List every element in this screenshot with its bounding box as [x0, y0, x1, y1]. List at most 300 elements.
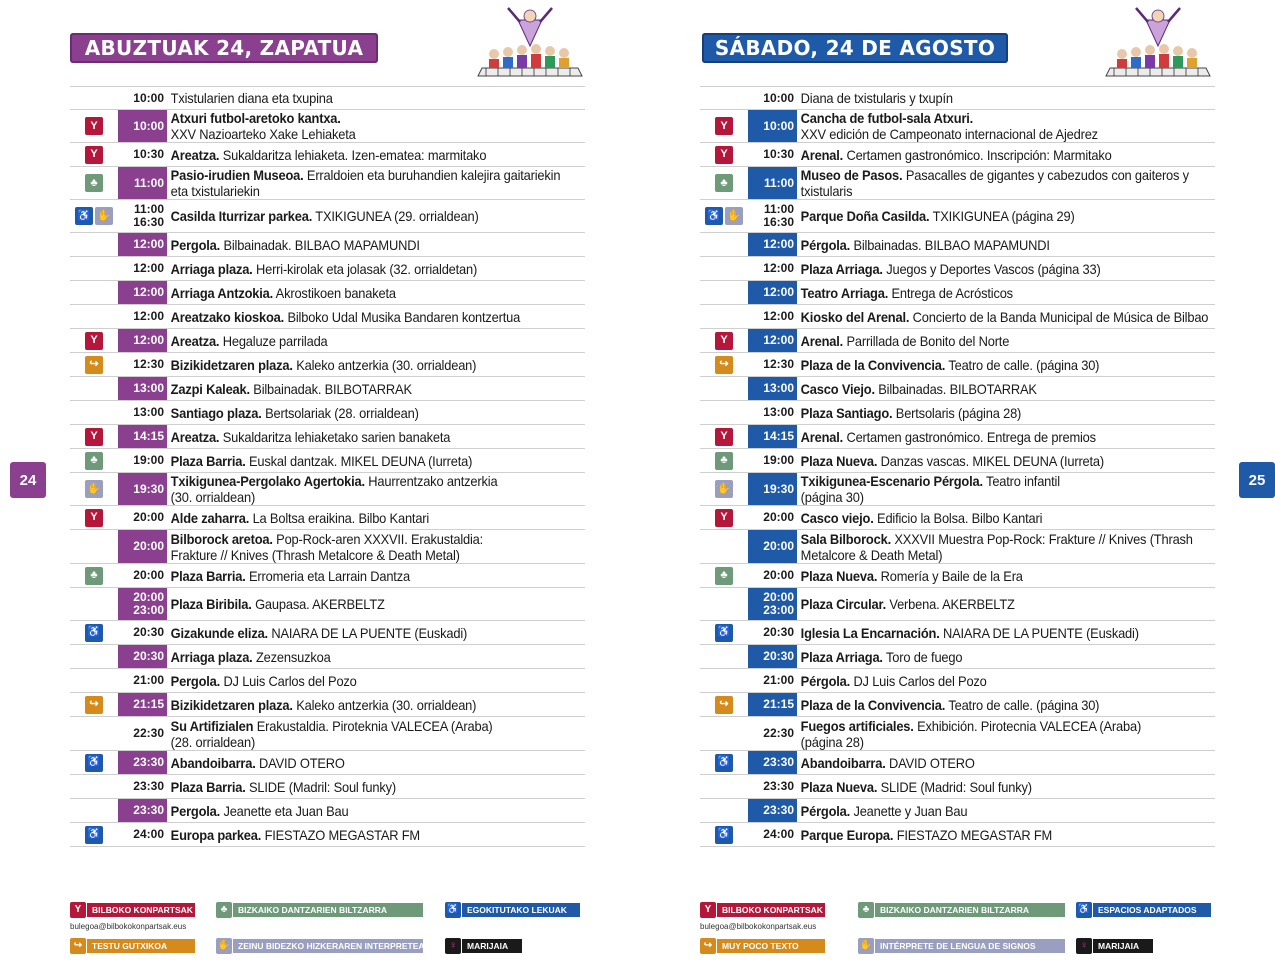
schedule-row: [700, 530, 1215, 564]
time-value: 22:30: [763, 726, 794, 740]
row-time: [748, 257, 797, 280]
description-line: [801, 697, 1182, 713]
time-value: 10:00: [763, 90, 794, 105]
row-time: [748, 353, 797, 376]
event-text: SLIDE (Madril: Soul funky): [245, 778, 396, 795]
schedule-row: [700, 473, 1215, 506]
row-icons: [70, 588, 118, 620]
row-description: [797, 717, 1182, 750]
time-value: 12:00: [133, 309, 164, 323]
venue-name: Plaza Circular.: [800, 596, 886, 612]
venue-name: Teatro Arriaga.: [800, 284, 889, 301]
description-line: [801, 718, 1182, 734]
venue-name: Bizikidetzaren plaza.: [170, 356, 293, 373]
marijaia-icon: ♀: [445, 938, 461, 954]
time-value: 10:00: [133, 90, 164, 105]
row-time: [748, 305, 797, 328]
wheelchair-icon: ♿: [85, 826, 103, 844]
description-line: [171, 110, 552, 126]
event-text: TXIKIGUNEA (página 29): [929, 208, 1075, 224]
time-value: 21:15: [763, 697, 794, 711]
row-time: [118, 110, 167, 142]
row-description: [797, 621, 1182, 644]
time-value: 20:00: [133, 510, 164, 524]
schedule-row: [700, 281, 1215, 305]
time-value: 10:30: [763, 147, 794, 161]
legend-zeinu: [216, 938, 423, 954]
row-icons: [700, 329, 748, 352]
legend-marijaia-label: MARIJAIA: [1093, 939, 1153, 953]
time-value: 14:15: [763, 429, 794, 443]
venue-name: Arenal.: [800, 332, 844, 349]
schedule-row: [700, 377, 1215, 401]
row-icons: [700, 110, 748, 142]
schedule-row: [70, 693, 585, 717]
legend-marijaia: [1076, 938, 1153, 954]
event-text: Bertsolaris (página 28): [892, 404, 1022, 421]
konpartsak-icon: Y: [85, 509, 103, 527]
venue-name: Abandoibarra.: [170, 754, 256, 771]
time-value: 12:00: [763, 309, 794, 323]
row-time: [118, 823, 167, 846]
wheelchair-icon: ♿: [715, 826, 733, 844]
description-line-2: Frakture // Knives (Thrash Metalcore & Death Metal): [170, 546, 460, 563]
time-value: 16:30: [763, 215, 794, 229]
row-time: [118, 233, 167, 256]
row-description: [797, 799, 1182, 822]
time-value: 20:30: [763, 625, 794, 639]
time-value: 21:00: [763, 673, 794, 687]
row-time: [748, 717, 797, 750]
row-description: [167, 506, 552, 529]
venue-name: Alde zaharra.: [170, 509, 250, 526]
description-line: [171, 429, 552, 445]
event-text: Erraldoien eta buruhandien kalejira gaitariekin: [303, 167, 561, 183]
event-text: Parrillada de Bonito del Norte: [843, 332, 1010, 349]
row-description: [167, 645, 552, 668]
row-time: [118, 751, 167, 774]
time-value: 10:30: [133, 147, 164, 161]
time-value: 21:15: [133, 697, 164, 711]
row-description: [797, 167, 1189, 199]
schedule-list-castellano: [700, 86, 1215, 847]
row-time: [748, 87, 797, 109]
description-line: [801, 405, 1182, 421]
row-time: [118, 799, 167, 822]
time-value: 20:00: [763, 539, 794, 553]
legend-zeinu-label: ZEINU BIDEZKO HIZKERAREN INTERPRETEA: [233, 939, 423, 953]
row-description: [167, 87, 552, 109]
venue-name: Plaza Santiago.: [800, 404, 893, 421]
wheelchair-icon: ♿: [445, 902, 461, 918]
row-description: [167, 401, 552, 424]
description-line: [171, 803, 552, 819]
marijaia-icon: ♀: [1076, 938, 1092, 954]
schedule-row: [700, 717, 1215, 751]
event-text: Sukaldaritza lehiaketako sarien banaketa: [219, 428, 451, 445]
schedule-row: [700, 110, 1215, 143]
venue-name: Plaza Nueva.: [800, 778, 878, 795]
row-icons: [70, 564, 118, 587]
description-line: [801, 333, 1182, 349]
row-icons: [700, 281, 748, 304]
row-icons: [70, 751, 118, 774]
konpartsak-icon: Y: [715, 146, 733, 164]
row-description: [167, 588, 552, 620]
venue-name: Su Artifizialen: [170, 717, 254, 734]
row-icons: [700, 669, 748, 692]
time-value: 12:00: [763, 237, 794, 251]
low-text-icon: ↪: [700, 938, 716, 954]
venue-name: Plaza Barria.: [170, 778, 246, 795]
schedule-row: [700, 425, 1215, 449]
wheelchair-icon: ♿: [85, 754, 103, 772]
page-title: ABUZTUAK 24, ZAPATUA: [70, 33, 378, 63]
row-time: [748, 281, 797, 304]
description-line-2: (28. orrialdean): [170, 733, 256, 750]
row-icons: [700, 775, 748, 798]
row-icons: [70, 425, 118, 448]
row-time: [748, 669, 797, 692]
time-value: 12:30: [133, 357, 164, 371]
description-line: [171, 357, 552, 373]
page-title: SÁBADO, 24 DE AGOSTO: [702, 33, 1008, 63]
row-icons: [700, 645, 748, 668]
event-text: FIESTAZO MEGASTAR FM: [261, 826, 420, 843]
description-line-2: txistularis: [800, 183, 853, 199]
sign-language-icon: ✋: [95, 207, 113, 225]
venue-name: Zazpi Kaleak.: [170, 380, 250, 397]
row-time: [118, 473, 167, 505]
row-time: [748, 233, 797, 256]
time-value: 10:00: [763, 118, 794, 133]
description-line: [801, 827, 1182, 843]
legend-konpartsak: [700, 902, 825, 918]
schedule-row: [70, 377, 585, 401]
description-line: [801, 510, 1182, 526]
konpartsak-icon: Y: [700, 902, 716, 918]
row-description: [167, 751, 552, 774]
row-description: [797, 449, 1182, 472]
schedule-row: [700, 645, 1215, 669]
event-text: La Boltsa eraikina. Bilbo Kantari: [249, 509, 430, 526]
description-line: [801, 453, 1182, 469]
row-icons: [700, 353, 748, 376]
legend-egokitu: [445, 902, 580, 918]
description-line: [801, 167, 1189, 183]
schedule-row: [70, 167, 585, 200]
time-value: 12:00: [763, 261, 794, 275]
low-text-icon: ↪: [715, 356, 733, 374]
event-text: Diana de txistularis y txupín: [800, 90, 953, 106]
row-icons: [70, 200, 118, 232]
description-line: [801, 568, 1182, 584]
legend-email[interactable]: bulegoa@bilbokokonpartsak.eus: [70, 922, 187, 931]
row-time: [118, 564, 167, 587]
legend-dantza-label: BIZKAIKO DANTZARIEN BILTZARRA: [233, 903, 423, 917]
legend-dantza: [216, 902, 423, 918]
event-text: Kaleko antzerkia (30. orrialdean): [292, 696, 477, 713]
sign-language-icon: ✋: [216, 938, 232, 954]
event-text: Erakustaldia. Piroteknia VALECEA (Araba): [253, 717, 493, 734]
row-description: [797, 775, 1182, 798]
row-time: [748, 799, 797, 822]
venue-name: Atxuri futbol-aretoko kantxa.: [170, 110, 341, 126]
dancer-icon: ♣: [85, 174, 103, 192]
page-euskara: [70, 0, 630, 966]
konpartsak-icon: Y: [715, 332, 733, 350]
venue-name: Areatza.: [170, 146, 220, 163]
row-time: [118, 645, 167, 668]
time-value: 13:00: [763, 381, 794, 395]
row-time: [118, 669, 167, 692]
event-text: Danzas vascas. MIKEL DEUNA (Iurreta): [877, 452, 1105, 469]
row-time: [118, 693, 167, 716]
schedule-row: [70, 823, 585, 847]
row-description: [797, 87, 1182, 109]
row-time: [118, 143, 167, 166]
sign-language-icon: ✋: [725, 207, 743, 225]
venue-name: Pérgola.: [800, 802, 851, 819]
schedule-row: [70, 233, 585, 257]
event-text: Teatro de calle. (página 30): [945, 696, 1100, 713]
row-icons: [70, 473, 118, 505]
description-line-2: eta txistulariekin: [170, 183, 260, 199]
description-line: [801, 673, 1182, 689]
row-time: [118, 353, 167, 376]
row-description: [167, 329, 552, 352]
time-value: 24:00: [763, 827, 794, 841]
description-line: [801, 110, 1182, 126]
schedule-row: [70, 506, 585, 530]
row-time: [748, 401, 797, 424]
venue-name: Parque Doña Casilda.: [800, 208, 930, 224]
event-text: Txistularien diana eta txupina: [170, 90, 333, 106]
venue-name: Txikigunea-Escenario Pérgola.: [800, 473, 983, 489]
wheelchair-icon: ♿: [85, 624, 103, 642]
description-line-2: (30. orrialdean): [170, 489, 256, 505]
description-line: [801, 649, 1182, 665]
venue-name: Casco viejo.: [800, 509, 874, 526]
venue-name: Plaza Biribila.: [170, 596, 252, 612]
legend-egokitu: [1076, 902, 1211, 918]
venue-name: Parque Europa.: [800, 826, 894, 843]
row-description: [797, 588, 1182, 620]
schedule-row: [70, 449, 585, 473]
description-line-2: (página 30): [800, 489, 864, 505]
event-text: FIESTAZO MEGASTAR FM: [893, 826, 1053, 843]
wheelchair-icon: ♿: [715, 624, 733, 642]
row-time: [748, 645, 797, 668]
row-time: [118, 200, 167, 232]
sign-language-icon: ✋: [85, 480, 103, 498]
event-text: Pop-Rock-aren XXXVII. Erakustaldia:: [272, 530, 484, 547]
konpartsak-icon: Y: [85, 146, 103, 164]
konpartsak-icon: Y: [70, 902, 86, 918]
legend-testu: [700, 938, 825, 954]
row-icons: [70, 110, 118, 142]
venue-name: Txikigunea-Pergolako Agertokia.: [170, 473, 365, 489]
event-text: Edificio la Bolsa. Bilbo Kantari: [873, 509, 1043, 526]
time-value: 19:00: [763, 453, 794, 467]
row-time: [118, 717, 167, 750]
row-icons: [700, 621, 748, 644]
row-time: [748, 425, 797, 448]
page-number-right: 25: [1239, 462, 1275, 498]
schedule-row: [700, 799, 1215, 823]
row-time: [748, 143, 797, 166]
event-text: Verbena. AKERBELTZ: [885, 596, 1015, 612]
description-line: [171, 697, 552, 713]
legend-email[interactable]: bulegoa@bilbokokonpartsak.eus: [700, 922, 817, 931]
schedule-row: [70, 200, 585, 233]
venue-name: Abandoibarra.: [800, 754, 886, 771]
venue-name: Pergola.: [170, 672, 221, 689]
event-text: Exhibición. Pirotecnia VALECEA (Araba): [913, 717, 1142, 734]
time-value: 20:00: [133, 539, 164, 553]
description-line: [171, 510, 552, 526]
row-time: [118, 87, 167, 109]
row-icons: [700, 506, 748, 529]
dancer-icon: ♣: [715, 452, 733, 470]
venue-name: Plaza Arriaga.: [800, 260, 883, 277]
row-time: [748, 693, 797, 716]
schedule-row: [700, 621, 1215, 645]
time-value: 20:00: [133, 590, 164, 604]
row-icons: [70, 621, 118, 644]
schedule-row: [70, 110, 585, 143]
time-value: 23:30: [763, 803, 794, 817]
time-value: 12:00: [133, 333, 164, 347]
row-time: [748, 377, 797, 400]
row-description: [167, 281, 552, 304]
schedule-row: [700, 449, 1215, 473]
venue-name: Plaza Nueva.: [800, 567, 878, 584]
time-value: 23:30: [133, 779, 164, 793]
row-time: [748, 621, 797, 644]
venue-name: Pérgola.: [800, 236, 851, 253]
time-value: 14:15: [133, 429, 164, 443]
event-text: DAVID OTERO: [885, 754, 975, 771]
konpartsak-icon: Y: [85, 117, 103, 135]
venue-name: Cancha de futbol-sala Atxuri.: [800, 110, 974, 126]
description-line-2: Metalcore & Death Metal): [800, 546, 943, 563]
venue-name: Arenal.: [800, 146, 844, 163]
time-value: 12:00: [133, 285, 164, 299]
konpartsak-icon: Y: [85, 332, 103, 350]
time-value: 20:30: [133, 625, 164, 639]
time-value: 11:00: [763, 175, 794, 190]
dancer-icon: ♣: [858, 902, 874, 918]
time-value: 22:30: [133, 726, 164, 740]
venue-name: Pergola.: [170, 802, 221, 819]
schedule-row: [70, 775, 585, 799]
event-text: NAIARA DE LA PUENTE (Euskadi): [939, 624, 1139, 641]
row-time: [118, 530, 167, 563]
description-line: [801, 779, 1182, 795]
row-time: [748, 200, 797, 232]
legend-euskara: [70, 902, 600, 962]
venue-name: Museo de Pasos.: [800, 167, 903, 183]
row-icons: [70, 143, 118, 166]
description-line: [801, 147, 1182, 163]
description-line: [801, 473, 1182, 489]
description-line: [801, 309, 1209, 325]
event-text: Hegaluze parrilada: [219, 332, 328, 349]
row-icons: [700, 473, 748, 505]
row-time: [118, 621, 167, 644]
time-value: 16:30: [133, 215, 164, 229]
venue-name: Bilborock aretoa.: [170, 530, 273, 547]
row-description: [797, 329, 1182, 352]
description-line-2: XXV Nazioarteko Xake Lehiaketa: [170, 126, 356, 142]
time-value: 13:00: [133, 405, 164, 419]
row-description: [797, 233, 1182, 256]
description-line: [171, 531, 552, 547]
row-description: [167, 564, 552, 587]
row-icons: [700, 717, 748, 750]
time-value: 19:30: [763, 481, 794, 496]
row-icons: [70, 799, 118, 822]
row-icons: [70, 167, 118, 199]
row-description: [797, 305, 1208, 328]
row-icons: [700, 823, 748, 846]
row-icons: [70, 353, 118, 376]
legend-egokitu-label: EGOKITUTAKO LEKUAK: [462, 903, 580, 917]
description-line: [801, 596, 1182, 612]
description-line: [171, 90, 552, 106]
dancer-icon: ♣: [715, 567, 733, 585]
row-icons: [700, 167, 748, 199]
description-line: [171, 309, 552, 325]
schedule-row: [70, 473, 585, 506]
description-line: [171, 453, 552, 469]
konpartsak-icon: Y: [715, 117, 733, 135]
row-time: [118, 449, 167, 472]
venue-name: Fuegos artificiales.: [800, 717, 914, 734]
row-icons: [700, 377, 748, 400]
row-icons: [700, 87, 748, 109]
row-icons: [70, 401, 118, 424]
event-text: Certamen gastronómico. Inscripción: Marmitako: [843, 146, 1112, 163]
page-number-left: 24: [10, 462, 46, 498]
venue-name: Areatza.: [170, 332, 220, 349]
row-description: [167, 775, 552, 798]
schedule-row: [700, 823, 1215, 847]
description-line: [801, 755, 1182, 771]
venue-name: Plaza de la Convivencia.: [800, 696, 946, 713]
row-icons: [70, 775, 118, 798]
legend-marijaia: [445, 938, 522, 954]
row-time: [118, 425, 167, 448]
low-text-icon: ↪: [70, 938, 86, 954]
row-description: [167, 621, 552, 644]
row-time: [118, 377, 167, 400]
schedule-row: [700, 693, 1215, 717]
event-text: DAVID OTERO: [255, 754, 345, 771]
event-text: Bilbainadak. BILBAO MAPAMUNDI: [220, 236, 420, 253]
description-line: [171, 827, 552, 843]
row-icons: [70, 257, 118, 280]
venue-name: Santiago plaza.: [170, 404, 262, 421]
venue-name: Bizikidetzaren plaza.: [170, 696, 293, 713]
event-text: Bertsolariak (28. orrialdean): [261, 404, 419, 421]
row-description: [167, 425, 552, 448]
row-description: [797, 257, 1182, 280]
row-icons: [70, 530, 118, 563]
event-text: Juegos y Deportes Vascos (página 33): [882, 260, 1101, 277]
row-description: [167, 257, 552, 280]
